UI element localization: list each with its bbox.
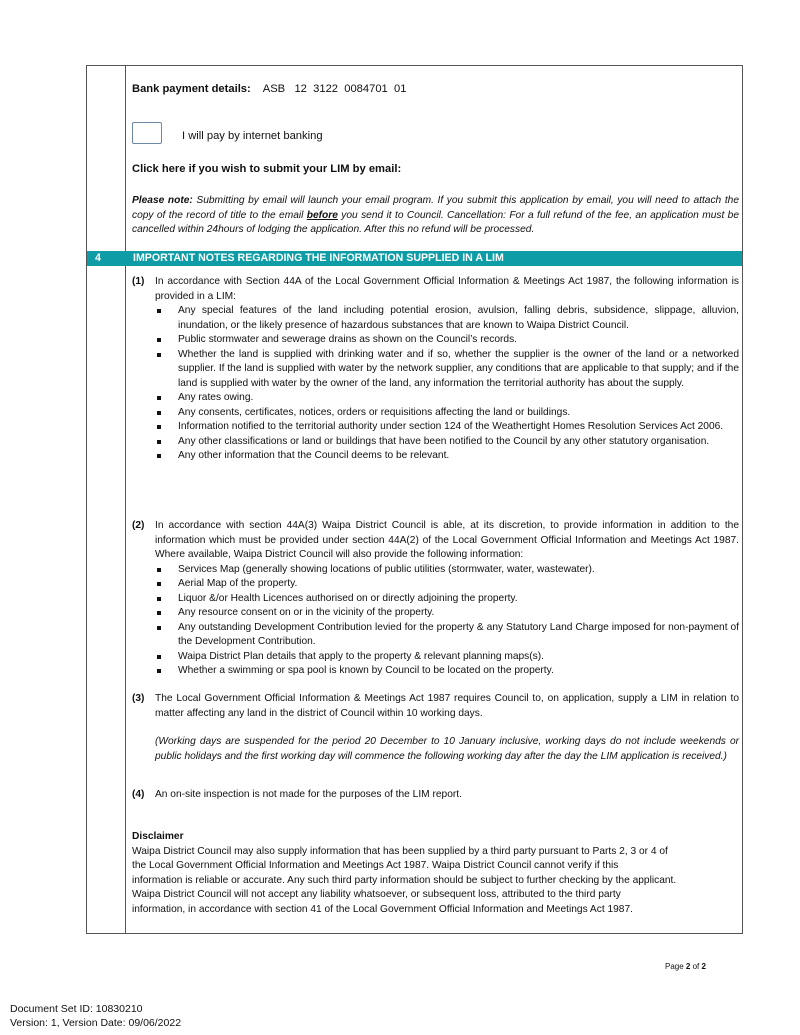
section-title: IMPORTANT NOTES REGARDING THE INFORMATION SUPPLIED IN A LIM [133, 252, 504, 264]
list-item: Whether a swimming or spa pool is known by Council to be located on the property. [155, 664, 739, 679]
bank-payment-details [132, 82, 739, 97]
item-marker: (3) [132, 693, 145, 704]
note-emphasis: before [306, 209, 338, 221]
disclaimer-line: information, in accordance with section 41 of the Local Government Official Information and Meetings Act 1987. [132, 903, 633, 915]
document-set-id: Document Set ID: 10830210 [10, 1003, 143, 1015]
list-item: Public stormwater and sewerage drains as shown on the Council’s records. [155, 333, 739, 348]
disclaimer-line: the Local Government Official Information and Meetings Act 1987. Waipa District Council cannot verify if this [132, 860, 619, 871]
list-item: Liquor &/or Health Licences authorised on or directly adjoining the property. [155, 592, 739, 607]
bank-account: ASB 12 3122 0084701 01 [262, 83, 407, 95]
list-item: Whether the land is supplied with drinking water and if so, whether the supplier is the owner of the land or a networked supplier. If the land is supplied with water by the network supplier, any conditions that are applicable to that supply; and if the land is supplied with water by the owner of the land, any information the territorial authority has about the supply. [155, 348, 739, 392]
list-item: Any outstanding Development Contribution levied for the property & any Statutory Land Charge imposed for non-payment of the Development Contribution. [155, 621, 739, 650]
disclaimer [132, 830, 742, 917]
item-text: The Local Government Official Information & Meetings Act 1987 requires Council to, on application, supply a LIM in relation to matter affecting any land in the district of Council within 10 working days. [155, 693, 739, 719]
disclaimer-line: Waipa District Council will not accept any liability whatsoever, or subsequent loss, attributed to the third party [132, 889, 621, 900]
working-days-note: (Working days are suspended for the period 20 December to 10 January inclusive, working days do not include weekends or public holidays and the first working day will commence the following working day after the day the LIM application is received.) [155, 736, 739, 762]
page-number: Page 2 of 2 [665, 962, 706, 971]
note-item-3 [132, 692, 739, 764]
list-item: Waipa District Plan details that apply to the property & relevant planning maps(s). [155, 650, 739, 665]
item-marker: (4) [132, 789, 145, 800]
internet-banking-label: I will pay by internet banking [182, 130, 323, 142]
submit-by-email-link[interactable]: Click here if you wish to submit your LIM by email: [132, 163, 402, 175]
note-lead: Please note: [132, 195, 193, 206]
list-item: Any other information that the Council deems to be relevant. [155, 449, 739, 464]
item-marker: (1) [132, 276, 145, 287]
list-item: Any consents, certificates, notices, orders or requisitions affecting the land or buildings. [155, 406, 739, 421]
bullet-list [155, 563, 739, 679]
section-header [87, 251, 742, 266]
disclaimer-line: information is reliable or accurate. Any such third party information should be subject to further checking by the applicant. [132, 874, 677, 886]
note-item-4 [132, 788, 739, 803]
document-footer [10, 1002, 181, 1030]
please-note [132, 194, 739, 238]
list-item: Information notified to the territorial authority under section 124 of the Weathertight Homes Resolution Services Act 2006. [155, 420, 739, 435]
item-marker: (2) [132, 520, 145, 531]
internet-banking-checkbox[interactable] [132, 122, 162, 144]
list-item: Services Map (generally showing locations of public utilities (stormwater, water, wastewater). [155, 563, 739, 578]
bullet-list [155, 304, 739, 464]
item-intro: In accordance with Section 44A of the Local Government Official Information & Meetings Act 1987, the following information is provided in a LIM: [155, 276, 739, 302]
disclaimer-heading: Disclaimer [132, 831, 184, 842]
list-item: Aerial Map of the property. [155, 577, 739, 592]
item-intro: In accordance with section 44A(3) Waipa District Council is able, at its discretion, to provide information in addition to the information which must be provided under section 44A(2) of the Local Government Official Information and Meetings Act 1987. Where available, Waipa District Council will also provide the following information: [155, 520, 739, 560]
column-divider [125, 66, 126, 933]
note-text-2: you send it to Council. Cancellation: For a full refund of the fee, an application must be cancelled within 24hours of lodging the application. After this no refund will be processed. [132, 209, 739, 235]
disclaimer-line: Waipa District Council may also supply information that has been supplied by a third party pursuant to Parts 2, 3 or 4 of [132, 845, 668, 857]
list-item: Any special features of the land including potential erosion, avulsion, falling debris, subsidence, slippage, alluvion, inundation, or the likely presence of hazardous substances that are known to Waipa District Council. [155, 304, 739, 333]
note-item-1 [132, 275, 739, 464]
list-item: Any resource consent on or in the vicinity of the property. [155, 606, 739, 621]
bank-label: Bank payment details: [132, 83, 251, 95]
list-item: Any rates owing. [155, 391, 739, 406]
list-item: Any other classifications or land or buildings that have been notified to the Council by any other statutory organisation. [155, 435, 739, 450]
note-text-1: Submitting by email will launch your email program. If you submit this application by email, you will need to attach the copy of the record of title to the email [132, 195, 739, 221]
version-date: Version: 1, Version Date: 09/06/2022 [10, 1017, 182, 1029]
item-text: An on-site inspection is not made for the purposes of the LIM report. [155, 789, 462, 800]
note-item-2 [132, 519, 739, 679]
section-number: 4 [95, 252, 101, 264]
